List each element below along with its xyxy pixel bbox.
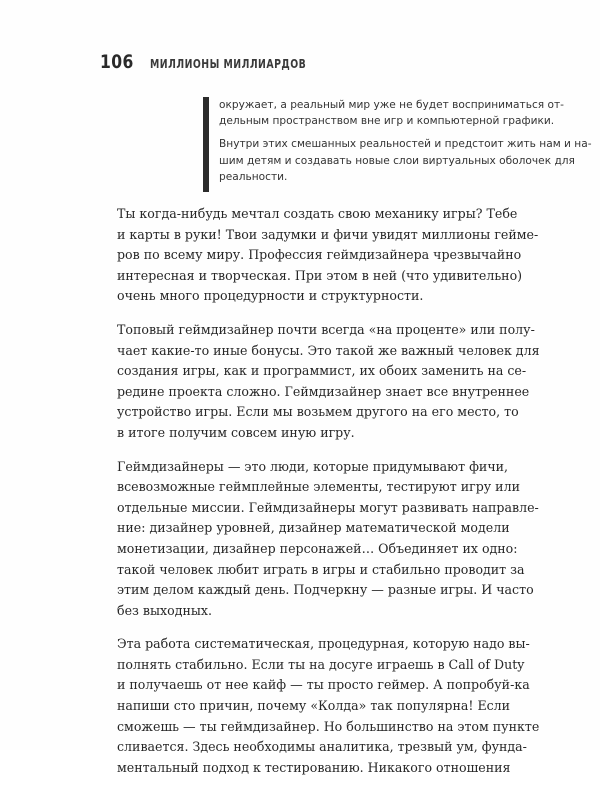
body-line: сливается. Здесь необходимы аналитика, трезвый ум, фунда-: [117, 739, 527, 755]
body-line: интересная и творческая. При этом в ней (что удивительно): [117, 267, 523, 283]
body-line: Ты когда-нибудь мечтал создать свою механику игры? Тебе: [117, 206, 518, 221]
body-line: чает какие-то иные бонусы. Это такой же важный человек для: [117, 342, 540, 358]
body-line: устройство игры. Если мы возьмем другого на его место, то: [117, 404, 519, 420]
body-line: в итоге получим совсем иную игру.: [117, 424, 355, 440]
body-text: [117, 204, 540, 791]
body-paragraph: [117, 204, 539, 307]
body-line: напиши сто причин, почему «Колда» так популярна! Если: [117, 698, 511, 714]
body-line: и карты в руки! Твои задумки и фичи увидят миллионы геймe-: [117, 226, 539, 242]
body-line: всевозможные геймплейные элементы, тестируют игру или: [117, 479, 520, 495]
body-line: Топовый геймдизайнер почти всегда «на проценте» или полу-: [117, 321, 535, 337]
sidebar-line: окружает, а реальный мир уже не будет восприниматься от-: [219, 99, 564, 111]
sidebar-line: дельным пространством вне игр и компьютерной графики.: [219, 115, 555, 128]
body-line: ментальный подход к тестированию. Никакого отношения: [117, 759, 511, 775]
body-line: редине проекта сложно. Геймдизайнер знает все внутреннее: [117, 383, 530, 399]
sidebar-line: реальности.: [219, 170, 288, 183]
body-line: этим делом каждый день. Подчеркну — разные игры. И часто: [117, 582, 534, 598]
body-line: ние: дизайнер уровней, дизайнер математической модели: [117, 520, 510, 536]
body-line: Геймдизайнеры — это люди, которые придумывают фичи,: [117, 458, 509, 474]
body-line: полнять стабильно. Если ты на досуге играешь в Call of Duty: [117, 656, 525, 672]
body-paragraph: [117, 457, 539, 622]
body-line: ров по всему миру. Профессия геймдизайнера чрезвычайно: [117, 247, 522, 263]
body-line: Эта работа систематическая, процедурная, которую надо вы-: [117, 636, 530, 652]
body-line: сможешь — ты геймдизайнер. Но большинство на этом пункте: [117, 718, 540, 734]
sidebar-line: Внутри этих смешанных реальностей и предстоит жить нам и на-: [219, 138, 592, 151]
body-paragraph: [117, 634, 540, 778]
body-line: и получаешь от нее кайф — ты просто геймер. А попробуй-ка: [117, 677, 530, 693]
body-line: такой человек любит играть в игры и стабильно проводит за: [117, 561, 525, 577]
sidebar-line: шим детям и создавать новые слои виртуальных оболочек для: [219, 154, 575, 167]
body-line: отдельные миссии. Геймдизайнеры могут развивать направле-: [117, 499, 539, 515]
body-line: создания игры, как и программист, их обоих заменить на се-: [117, 363, 527, 379]
body-line: монетизации, дизайнер персонажей… Объединяет их одно:: [117, 540, 518, 556]
sidebar-paragraph: [219, 97, 564, 129]
sidebar-quote: [203, 97, 592, 192]
running-header: [100, 51, 350, 73]
sidebar-paragraph: [219, 136, 592, 185]
body-line: без выходных.: [117, 602, 212, 618]
body-paragraph: [117, 320, 540, 444]
page-number: 106: [100, 51, 134, 73]
body-line: очень много процедурности и структурности.: [117, 288, 424, 304]
book-title: МИЛЛИОНЫ МИЛЛИАРДОВ: [150, 57, 307, 71]
